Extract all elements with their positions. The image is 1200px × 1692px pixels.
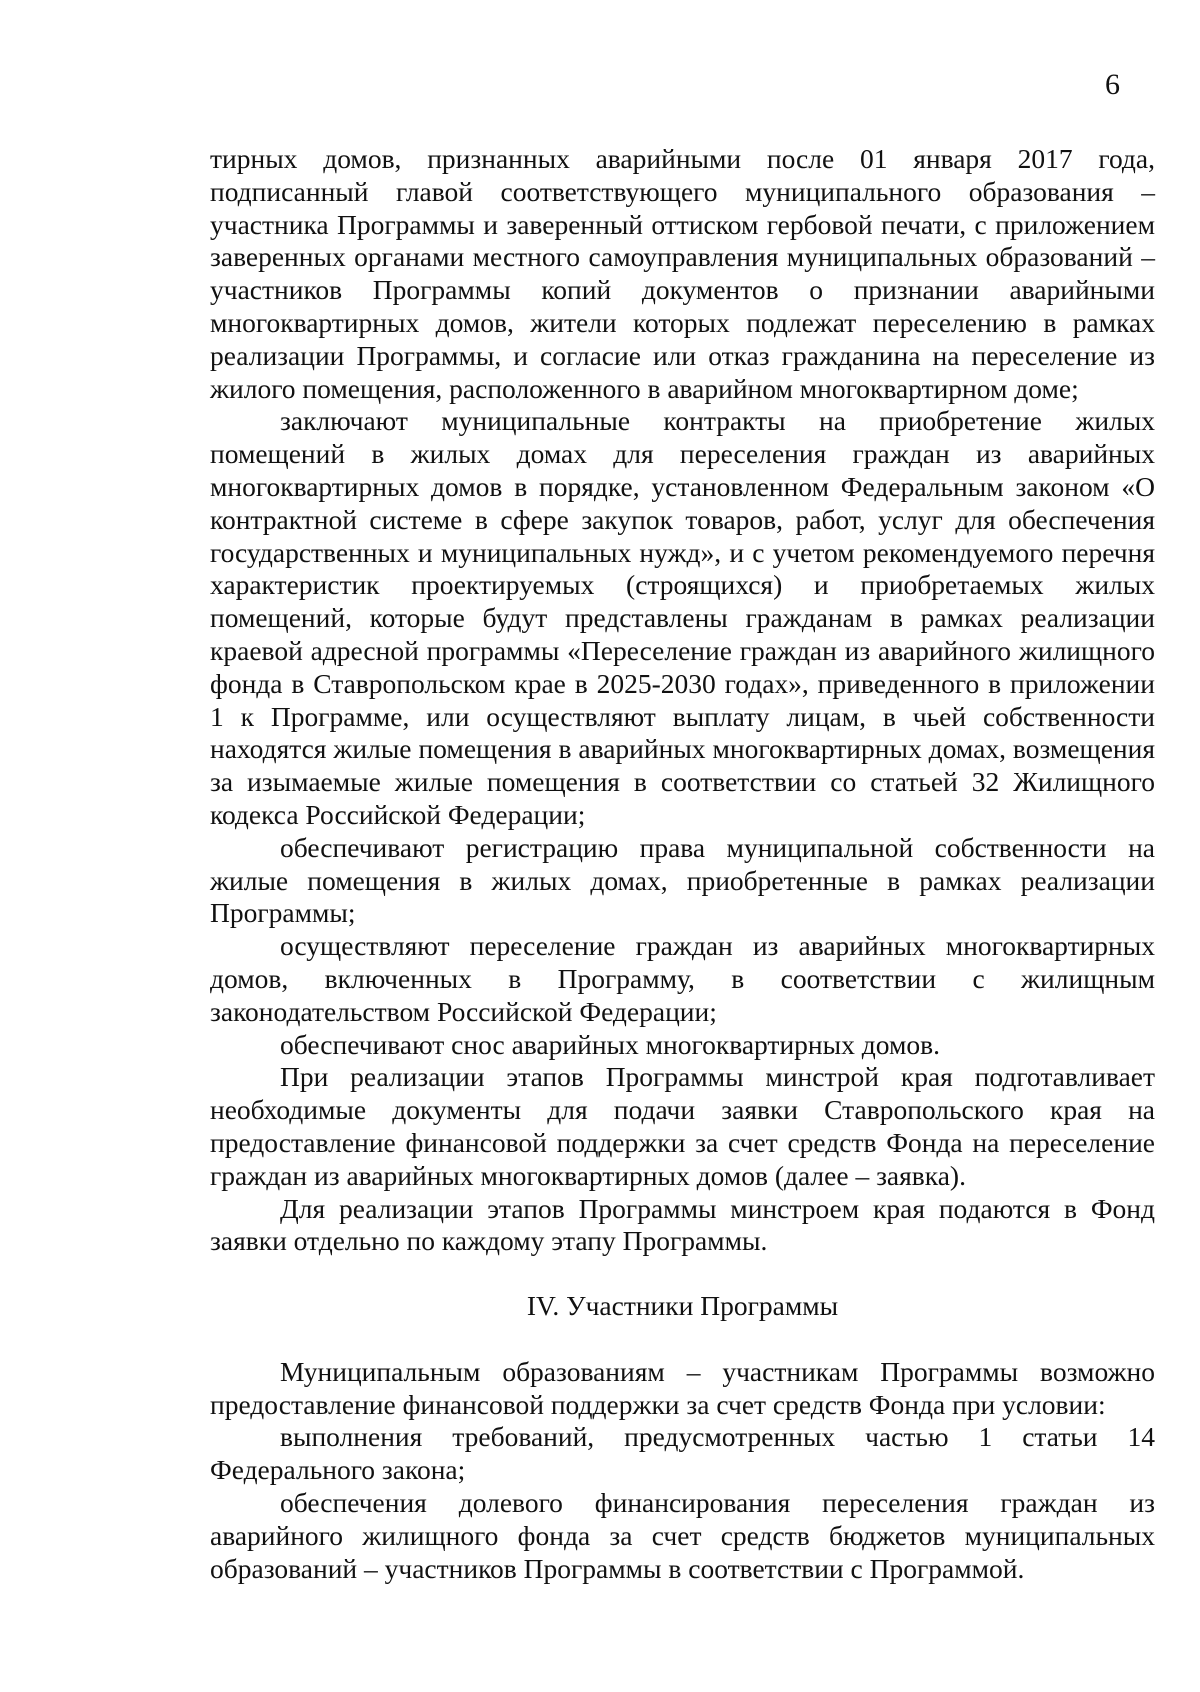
paragraph-contracts: заключают муниципальные контракты на приобретение жилых помещений в жилых домах для переселения граждан из аварийных многоквартирных домов в порядке, установленном Федеральным законом «О контрактной системе в сфере закупок товаров, работ, услуг для обеспечения государственных и муниципальных нужд», и с учетом рекомендуемого перечня характеристик проектируемых (строящихся) и приобретаемых жилых помещений, которые будут представлены гражданам в рамках реализации краевой адресной программы «Переселение граждан из аварийного жилищного фонда в Ставропольском крае в 2025-2030 годах», приведенного в приложении 1 к Программе, или осуществляют выплату лицам, в чьей собственности находятся жилые помещения в аварийных многоквартирных домах, возмещения за изымаемые жилые помещения в соответствии со статьей 32 Жилищного кодекса Российской Федерации; [210,405,1155,830]
paragraph-resettlement: осуществляют переселение граждан из аварийных многоквартирных домов, включенных в Программу, в соответствии с жилищным законодательством Российской Федерации; [210,930,1155,1027]
section-title: IV. Участники Программы [526,1290,839,1322]
paragraph-condition-requirements: выполнения требований, предусмотренных частью 1 статьи 14 Федерального закона; [210,1421,1155,1486]
page-number: 6 [1105,68,1120,101]
paragraph-application: При реализации этапов Программы минстрой края подготавливает необходимые документы для подачи заявки Ставропольского края на предоставление финансовой поддержки за счет средств Фонда на переселение граждан из аварийных многоквартирных домов (далее – заявка). [210,1061,1155,1191]
paragraph-fund-submission: Для реализации этапов Программы минстроем края подаются в Фонд заявки отдельно по каждому этапу Программы. [210,1192,1155,1257]
paragraph-registration: обеспечивают регистрацию права муниципальной собственности на жилые помещения в жилых домах, приобретенные в рамках реализации Программы; [210,831,1155,929]
paragraph-participants-intro: Муниципальным образованиям – участникам Программы возможно предоставление финансовой поддержки за счет средств Фонда при условии: [210,1355,1155,1420]
paragraph-demolition: обеспечивают снос аварийных многоквартирных домов. [280,1028,940,1060]
paragraph-condition-financing: обеспечения долевого финансирования переселения граждан из аварийного жилищного фонда за счет средств бюджетов муниципальных образований – участников Программы в соответствии с Программой. [210,1487,1155,1584]
document-body [210,143,1155,1585]
paragraph-continuation: тирных домов, признанных аварийными после 01 января 2017 года, подписанный главой соответствующего муниципального образования – участника Программы и заверенный оттиском гербовой печати, с приложением заверенных органами местного самоуправления муниципальных образований – участников Программы копий документов о признании аварийными многоквартирных домов, жители которых подлежат переселению в рамках реализации Программы, и согласие или отказ гражданина на переселение из жилого помещения, расположенного в аварийном многоквартирном доме; [210,143,1155,404]
